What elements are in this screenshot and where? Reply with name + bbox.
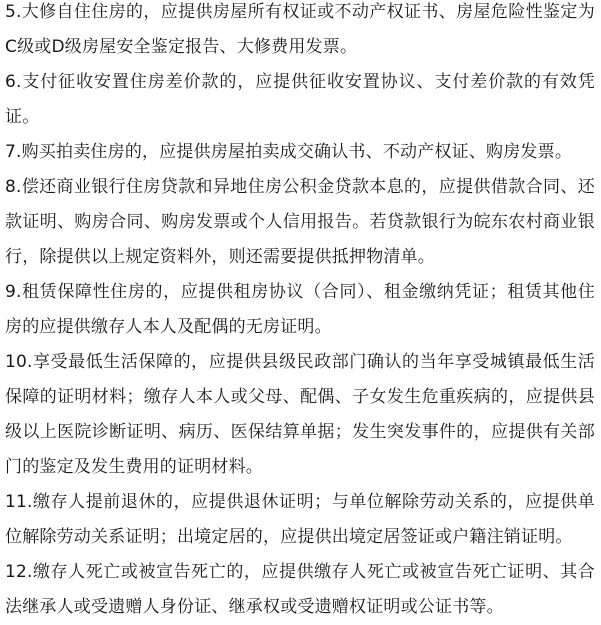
paragraph-item-10: 10.享受最低生活保障的，应提供县级民政部门确认的当年享受城镇最低生活保障的证明材料；缴存人本人或父母、配偶、子女发生危重疾病的，应提供县级以上医院诊断证明、病历、医保结算单据；发生突发事件的，应提供有关部门的鉴定及发生费用的证明材料。: [5, 352, 595, 477]
paragraph-item-5: 5.大修自住住房的，应提供房屋所有权证或不动产权证书、房屋危险性鉴定为C级或D级房屋安全鉴定报告、大修费用发票。: [5, 2, 595, 57]
paragraph-item-6: 6.支付征收安置住房差价款的，应提供征收安置协议、支付差价款的有效凭证。: [5, 72, 595, 127]
paragraph-item-7: 7.购买拍卖住房的，应提供房屋拍卖成交确认书、不动产权证、购房发票。: [5, 142, 573, 162]
paragraph-item-9: 9.租赁保障性住房的，应提供租房协议（合同）、租金缴纳凭证；租赁其他住房的应提供缴存人本人及配偶的无房证明。: [5, 282, 595, 337]
paragraph-item-12: 12.缴存人死亡或被宣告死亡的，应提供缴存人死亡或被宣告死亡证明、其合法继承人或受遗赠人身份证、继承权或受遗赠权证明或公证书等。: [5, 562, 595, 617]
paragraph-item-8: 8.偿还商业银行住房贷款和异地住房公积金贷款本息的，应提供借款合同、还款证明、购房合同、购房发票或个人信用报告。若贷款银行为皖东农村商业银行，除提供以上规定资料外，则还需要提供抵押物清单。: [5, 177, 595, 267]
paragraph-item-11: 11.缴存人提前退休的，应提供退休证明；与单位解除劳动关系的，应提供单位解除劳动关系证明；出境定居的，应提供出境定居签证或户籍注销证明。: [5, 492, 595, 547]
